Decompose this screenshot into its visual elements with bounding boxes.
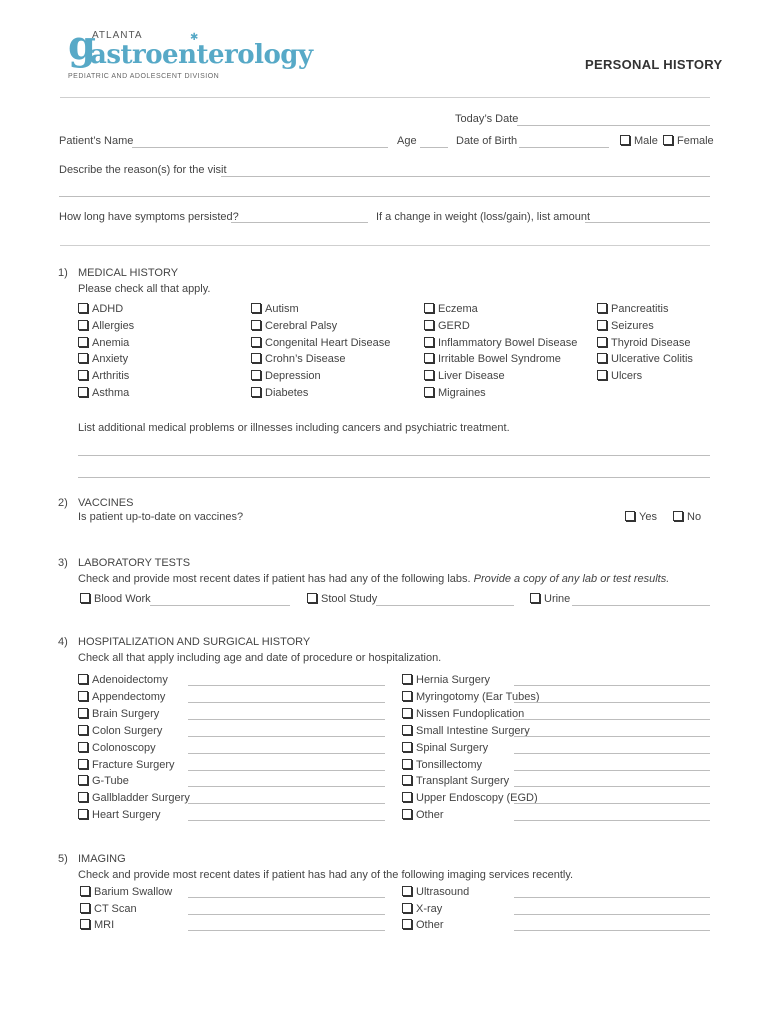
imaging-title: IMAGING bbox=[78, 853, 126, 865]
page-title: PERSONAL HISTORY bbox=[585, 57, 723, 72]
checkbox-icon bbox=[424, 337, 434, 347]
checkbox-pancreatitis[interactable] bbox=[597, 303, 668, 315]
checkbox-icon bbox=[402, 903, 412, 913]
checkbox-gallbladder-surgery[interactable] bbox=[78, 792, 190, 804]
patient-name-label: Patient’s Name bbox=[59, 135, 134, 147]
checkbox-icon bbox=[251, 370, 261, 380]
date-field-fracture-surgery[interactable] bbox=[188, 770, 385, 771]
reason-label: Describe the reason(s) for the visit bbox=[59, 164, 227, 176]
stool-study-checkbox[interactable] bbox=[307, 593, 377, 605]
dob-field[interactable] bbox=[519, 147, 609, 148]
checkbox-crohn-s-disease[interactable] bbox=[251, 353, 346, 365]
checkbox-icon bbox=[625, 511, 635, 521]
checkbox-icon bbox=[78, 809, 88, 819]
checkbox-icon bbox=[78, 353, 88, 363]
checkbox-icon bbox=[402, 809, 412, 819]
additional-problems-field-2[interactable] bbox=[78, 477, 710, 478]
checkbox-icon bbox=[424, 303, 434, 313]
logo-g: g bbox=[68, 22, 96, 69]
blood-work-label: Blood Work bbox=[94, 593, 151, 605]
checkbox-icon bbox=[673, 511, 683, 521]
checkbox-cerebral-palsy-label: Cerebral Palsy bbox=[265, 319, 338, 332]
checkbox-congenital-heart-disease[interactable] bbox=[251, 337, 390, 349]
date-field-ct-scan[interactable] bbox=[188, 914, 385, 915]
checkbox-icon bbox=[251, 320, 261, 330]
checkbox-icon bbox=[78, 691, 88, 701]
female-label: Female bbox=[677, 135, 714, 147]
date-field-upper-endoscopy-egd[interactable] bbox=[514, 803, 710, 804]
date-field-colonoscopy[interactable] bbox=[188, 753, 385, 754]
checkbox-icon bbox=[80, 593, 90, 603]
checkbox-adhd[interactable] bbox=[78, 303, 123, 315]
checkbox-anxiety[interactable] bbox=[78, 353, 128, 365]
checkbox-small-intestine-surgery-label: Small Intestine Surgery bbox=[416, 724, 530, 737]
checkbox-depression[interactable] bbox=[251, 370, 321, 382]
divider bbox=[60, 97, 710, 98]
symptoms-field[interactable] bbox=[231, 222, 368, 223]
checkbox-icon bbox=[78, 742, 88, 752]
checkbox-icon bbox=[78, 387, 88, 397]
checkbox-diabetes-label: Diabetes bbox=[265, 387, 309, 399]
vaccines-question: Is patient up-to-date on vaccines? bbox=[78, 511, 244, 523]
checkbox-icon bbox=[424, 387, 434, 397]
checkbox-other-label: Other bbox=[416, 809, 444, 822]
date-field-brain-surgery[interactable] bbox=[188, 719, 385, 720]
date-field-adenoidectomy[interactable] bbox=[188, 685, 385, 686]
labs-subtitle bbox=[78, 573, 669, 585]
checkbox-icon bbox=[78, 792, 88, 802]
female-checkbox[interactable] bbox=[663, 135, 714, 147]
yes-label: Yes bbox=[639, 511, 657, 523]
labs-title: LABORATORY TESTS bbox=[78, 557, 191, 569]
date-field-barium-swallow[interactable] bbox=[188, 897, 385, 898]
date-field-spinal-surgery[interactable] bbox=[514, 753, 710, 754]
checkbox-icon bbox=[78, 674, 88, 684]
checkbox-g-tube[interactable] bbox=[78, 775, 129, 787]
checkbox-hernia-surgery[interactable] bbox=[402, 674, 490, 686]
checkbox-icon bbox=[530, 593, 540, 603]
checkbox-icon bbox=[402, 725, 412, 735]
hospitalization-subtitle: Check all that apply including age and date of procedure or hospitalization. bbox=[78, 652, 442, 664]
checkbox-inflammatory-bowel-disease-label: Inflammatory Bowel Disease bbox=[438, 336, 578, 349]
checkbox-icon bbox=[402, 708, 412, 718]
weight-label: If a change in weight (loss/gain), list amount bbox=[376, 211, 591, 223]
logo-brand: astroenterology bbox=[90, 40, 313, 70]
todays-date-label: Today’s Date bbox=[455, 113, 519, 125]
date-field-tonsillectomy[interactable] bbox=[514, 770, 710, 771]
checkbox-colonoscopy-label: Colonoscopy bbox=[92, 741, 156, 754]
checkbox-ultrasound-imaging[interactable] bbox=[402, 886, 469, 898]
logo-division: PEDIATRIC AND ADOLESCENT DIVISION bbox=[68, 73, 220, 80]
checkbox-pancreatitis-label: Pancreatitis bbox=[611, 303, 669, 315]
date-field-appendectomy[interactable] bbox=[188, 702, 385, 703]
checkbox-irritable-bowel-syndrome[interactable] bbox=[424, 353, 561, 365]
date-field-other[interactable] bbox=[514, 820, 710, 821]
checkbox-anemia-label: Anemia bbox=[92, 336, 130, 349]
checkbox-appendectomy[interactable] bbox=[78, 691, 165, 703]
checkbox-icon bbox=[78, 320, 88, 330]
checkbox-icon bbox=[78, 725, 88, 735]
checkbox-thyroid-disease[interactable] bbox=[597, 337, 690, 349]
checkbox-seizures[interactable] bbox=[597, 320, 654, 332]
checkbox-ct-scan[interactable] bbox=[80, 903, 137, 915]
checkbox-icon bbox=[251, 337, 261, 347]
checkbox-ultrasound-imaging-label: Ultrasound bbox=[416, 886, 470, 898]
blood-work-date-field[interactable] bbox=[150, 605, 290, 606]
checkbox-crohn-s-disease-label: Crohn’s Disease bbox=[265, 353, 346, 366]
checkbox-g-tube-label: G-Tube bbox=[92, 775, 129, 788]
checkbox-other-imaging[interactable] bbox=[402, 919, 444, 931]
checkbox-adenoidectomy[interactable] bbox=[78, 674, 168, 686]
checkbox-icon bbox=[251, 303, 261, 313]
checkbox-thyroid-disease-label: Thyroid Disease bbox=[611, 336, 691, 349]
stool-study-date-field[interactable] bbox=[376, 605, 514, 606]
checkbox-allergies-label: Allergies bbox=[92, 319, 135, 332]
checkbox-icon bbox=[80, 903, 90, 913]
checkbox-ulcerative-colitis[interactable] bbox=[597, 353, 693, 365]
reason-field-2[interactable] bbox=[59, 196, 710, 197]
checkbox-depression-label: Depression bbox=[265, 370, 321, 383]
checkbox-autism[interactable] bbox=[251, 303, 299, 315]
checkbox-icon bbox=[80, 919, 90, 929]
date-field-heart-surgery[interactable] bbox=[188, 820, 385, 821]
checkbox-allergies[interactable] bbox=[78, 320, 134, 332]
checkbox-adenoidectomy-label: Adenoidectomy bbox=[92, 674, 168, 686]
checkbox-adhd-label: ADHD bbox=[92, 303, 124, 315]
checkbox-brain-surgery-label: Brain Surgery bbox=[92, 707, 160, 720]
todays-date-field[interactable] bbox=[517, 125, 710, 126]
checkbox-colon-surgery[interactable] bbox=[78, 725, 162, 737]
checkbox-ct-scan-label: CT Scan bbox=[94, 902, 137, 915]
urine-checkbox[interactable] bbox=[530, 593, 570, 605]
logo-star-icon: ✱ bbox=[190, 32, 199, 43]
checkbox-icon bbox=[251, 387, 261, 397]
checkbox-gerd[interactable] bbox=[424, 320, 470, 332]
date-field-colon-surgery[interactable] bbox=[188, 736, 385, 737]
checkbox-icon bbox=[663, 135, 673, 145]
checkbox-hernia-surgery-label: Hernia Surgery bbox=[416, 674, 490, 686]
checkbox-gerd-label: GERD bbox=[438, 319, 470, 332]
checkbox-icon bbox=[597, 337, 607, 347]
stool-study-label: Stool Study bbox=[321, 593, 378, 605]
checkbox-cerebral-palsy[interactable] bbox=[251, 320, 337, 332]
checkbox-icon bbox=[78, 303, 88, 313]
checkbox-ulcers[interactable] bbox=[597, 370, 642, 382]
checkbox-other-imaging-label: Other bbox=[416, 919, 444, 932]
checkbox-icon bbox=[78, 708, 88, 718]
checkbox-upper-endoscopy-egd-label: Upper Endoscopy (EGD) bbox=[416, 792, 538, 805]
date-field-small-intestine-surgery[interactable] bbox=[514, 736, 710, 737]
checkbox-fracture-surgery-label: Fracture Surgery bbox=[92, 758, 175, 771]
checkbox-barium-swallow[interactable] bbox=[80, 886, 172, 898]
male-label: Male bbox=[634, 135, 658, 147]
checkbox-ulcerative-colitis-label: Ulcerative Colitis bbox=[611, 353, 693, 366]
dob-label: Date of Birth bbox=[456, 135, 518, 147]
section-number: 2) bbox=[58, 497, 68, 509]
labs-subtitle-italic: Provide a copy of any lab or test results. bbox=[473, 573, 670, 585]
checkbox-anxiety-label: Anxiety bbox=[92, 353, 129, 366]
checkbox-anemia[interactable] bbox=[78, 337, 129, 349]
symptoms-label: How long have symptoms persisted? bbox=[59, 211, 239, 223]
checkbox-autism-label: Autism bbox=[265, 303, 299, 315]
checkbox-eczema-label: Eczema bbox=[438, 303, 478, 315]
checkbox-transplant-surgery-label: Transplant Surgery bbox=[416, 775, 510, 788]
checkbox-heart-surgery[interactable] bbox=[78, 809, 160, 821]
age-label: Age bbox=[397, 135, 417, 147]
checkbox-icon bbox=[78, 775, 88, 785]
checkbox-icon bbox=[402, 691, 412, 701]
date-field-myringotomy-ear-tubes[interactable] bbox=[514, 702, 710, 703]
checkbox-icon bbox=[402, 919, 412, 929]
checkbox-icon bbox=[78, 370, 88, 380]
checkbox-asthma-label: Asthma bbox=[92, 387, 130, 399]
checkbox-icon bbox=[597, 353, 607, 363]
date-field-hernia-surgery[interactable] bbox=[514, 685, 710, 686]
checkbox-eczema[interactable] bbox=[424, 303, 478, 315]
medical-history-subtitle: Please check all that apply. bbox=[78, 283, 211, 295]
checkbox-irritable-bowel-syndrome-label: Irritable Bowel Syndrome bbox=[438, 353, 561, 366]
divider bbox=[60, 245, 710, 246]
urine-date-field[interactable] bbox=[572, 605, 710, 606]
checkbox-icon bbox=[402, 742, 412, 752]
age-field[interactable] bbox=[420, 147, 448, 148]
vaccines-yes-checkbox[interactable] bbox=[625, 511, 657, 523]
checkbox-icon bbox=[424, 353, 434, 363]
section-number: 1) bbox=[58, 267, 68, 279]
vaccines-no-checkbox[interactable] bbox=[673, 511, 701, 523]
checkbox-icon bbox=[307, 593, 317, 603]
medical-history-title: MEDICAL HISTORY bbox=[78, 267, 179, 279]
imaging-subtitle: Check and provide most recent dates if patient has had any of the following imaging services recently. bbox=[78, 869, 574, 881]
urine-label: Urine bbox=[544, 593, 571, 605]
checkbox-brain-surgery[interactable] bbox=[78, 708, 159, 720]
date-field-mri[interactable] bbox=[188, 930, 385, 931]
checkbox-icon bbox=[78, 759, 88, 769]
checkbox-colonoscopy[interactable] bbox=[78, 742, 156, 754]
checkbox-appendectomy-label: Appendectomy bbox=[92, 690, 166, 703]
checkbox-barium-swallow-label: Barium Swallow bbox=[94, 886, 173, 898]
checkbox-ulcers-label: Ulcers bbox=[611, 370, 643, 383]
checkbox-icon bbox=[620, 135, 630, 145]
section-number: 4) bbox=[58, 636, 68, 648]
checkbox-icon bbox=[80, 886, 90, 896]
weight-field[interactable] bbox=[585, 222, 710, 223]
checkbox-spinal-surgery[interactable] bbox=[402, 742, 488, 754]
checkbox-x-ray-imaging-label: X-ray bbox=[416, 902, 443, 915]
date-field-ultrasound-imaging[interactable] bbox=[514, 897, 710, 898]
checkbox-icon bbox=[402, 674, 412, 684]
checkbox-mri-label: MRI bbox=[94, 919, 115, 932]
checkbox-inflammatory-bowel-disease[interactable] bbox=[424, 337, 577, 349]
checkbox-colon-surgery-label: Colon Surgery bbox=[92, 724, 163, 737]
checkbox-asthma[interactable] bbox=[78, 387, 129, 399]
checkbox-nissen-fundoplication-label: Nissen Fundoplication bbox=[416, 707, 525, 720]
checkbox-icon bbox=[597, 370, 607, 380]
checkbox-seizures-label: Seizures bbox=[611, 319, 654, 332]
additional-problems-label: List additional medical problems or illnesses including cancers and psychiatric treatment. bbox=[78, 422, 510, 434]
vaccines-title: VACCINES bbox=[78, 497, 134, 509]
male-checkbox[interactable] bbox=[620, 135, 658, 147]
hospitalization-title: HOSPITALIZATION AND SURGICAL HISTORY bbox=[78, 636, 311, 648]
checkbox-x-ray-imaging[interactable] bbox=[402, 903, 442, 915]
checkbox-icon bbox=[597, 303, 607, 313]
patient-name-field[interactable] bbox=[132, 147, 388, 148]
checkbox-tonsillectomy-label: Tonsillectomy bbox=[416, 758, 483, 771]
checkbox-icon bbox=[424, 370, 434, 380]
checkbox-gallbladder-surgery-label: Gallbladder Surgery bbox=[92, 792, 190, 805]
reason-field[interactable] bbox=[221, 176, 710, 177]
checkbox-transplant-surgery[interactable] bbox=[402, 775, 509, 787]
checkbox-spinal-surgery-label: Spinal Surgery bbox=[416, 741, 489, 754]
labs-subtitle-text: Check and provide most recent dates if patient has had any of the following labs. bbox=[78, 573, 471, 585]
date-field-x-ray-imaging[interactable] bbox=[514, 914, 710, 915]
checkbox-other[interactable] bbox=[402, 809, 444, 821]
date-field-other-imaging[interactable] bbox=[514, 930, 710, 931]
no-label: No bbox=[687, 511, 702, 523]
checkbox-arthritis-label: Arthritis bbox=[92, 370, 130, 383]
checkbox-icon bbox=[597, 320, 607, 330]
checkbox-mri[interactable] bbox=[80, 919, 114, 931]
checkbox-migraines-label: Migraines bbox=[438, 387, 486, 399]
checkbox-tonsillectomy[interactable] bbox=[402, 759, 482, 771]
checkbox-diabetes[interactable] bbox=[251, 387, 308, 399]
checkbox-icon bbox=[402, 886, 412, 896]
checkbox-arthritis[interactable] bbox=[78, 370, 129, 382]
checkbox-icon bbox=[402, 775, 412, 785]
date-field-transplant-surgery[interactable] bbox=[514, 786, 710, 787]
checkbox-myringotomy-ear-tubes-label: Myringotomy (Ear Tubes) bbox=[416, 690, 540, 703]
checkbox-nissen-fundoplication[interactable] bbox=[402, 708, 524, 720]
checkbox-icon bbox=[78, 337, 88, 347]
checkbox-heart-surgery-label: Heart Surgery bbox=[92, 809, 161, 822]
date-field-nissen-fundoplication[interactable] bbox=[514, 719, 710, 720]
checkbox-icon bbox=[402, 759, 412, 769]
checkbox-icon bbox=[251, 353, 261, 363]
checkbox-small-intestine-surgery[interactable] bbox=[402, 725, 530, 737]
checkbox-migraines[interactable] bbox=[424, 387, 486, 399]
date-field-gallbladder-surgery[interactable] bbox=[188, 803, 385, 804]
checkbox-fracture-surgery[interactable] bbox=[78, 759, 175, 771]
logo-atlanta: ATLANTA bbox=[92, 30, 143, 41]
section-number: 5) bbox=[58, 853, 68, 865]
checkbox-icon bbox=[424, 320, 434, 330]
checkbox-liver-disease-label: Liver Disease bbox=[438, 370, 505, 383]
additional-problems-field[interactable] bbox=[78, 455, 710, 456]
blood-work-checkbox[interactable] bbox=[80, 593, 151, 605]
section-number: 3) bbox=[58, 557, 68, 569]
date-field-g-tube[interactable] bbox=[188, 786, 385, 787]
checkbox-liver-disease[interactable] bbox=[424, 370, 505, 382]
checkbox-congenital-heart-disease-label: Congenital Heart Disease bbox=[265, 336, 391, 349]
checkbox-icon bbox=[402, 792, 412, 802]
